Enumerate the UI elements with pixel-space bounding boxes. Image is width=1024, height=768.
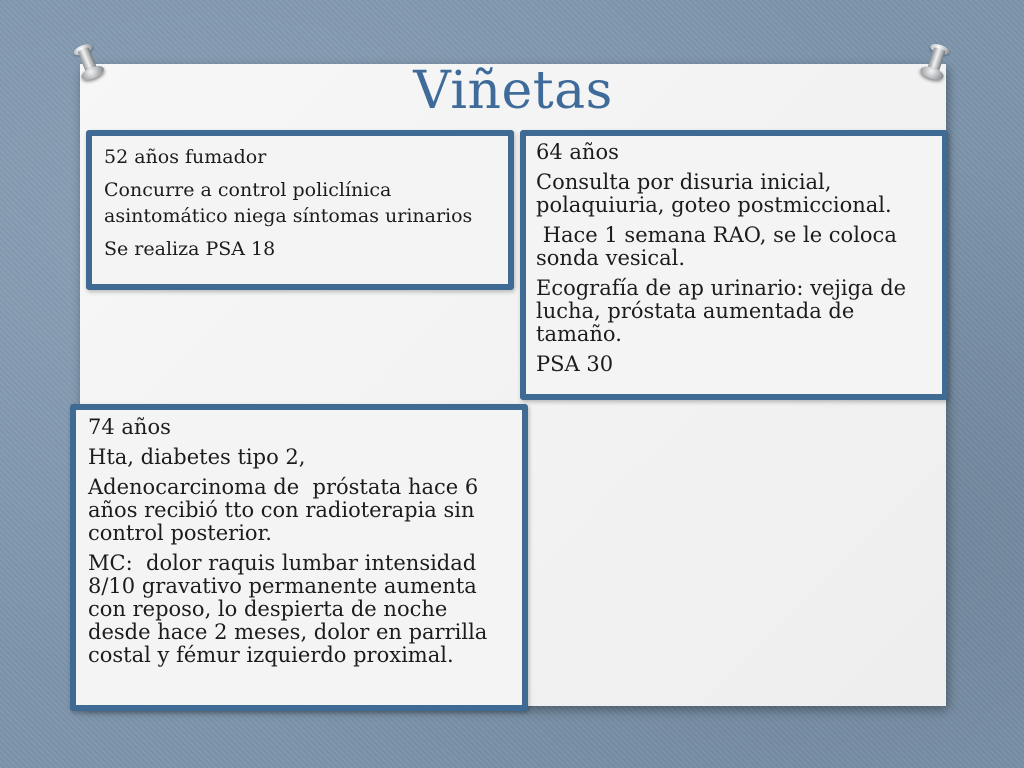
vignette-2-line: PSA 30 [536, 352, 614, 376]
vignette-1-line: Se realiza PSA 18 [104, 238, 276, 260]
vignette-2-line: Ecografía de ap urinario: vejiga de lucha, próstata aumentada de tamaño. [536, 276, 907, 346]
vignette-3-line: Hta, diabetes tipo 2, [88, 445, 306, 469]
slide-title: Viñetas [413, 61, 613, 121]
vignette-1-line: Concurre a control policlínica asintomático niega síntomas urinarios [104, 179, 473, 227]
vignette-box-2 [520, 130, 948, 400]
vignette-3-line: Adenocarcinoma de próstata hace 6 años recibió tto con radioterapia sin control posterior. [88, 475, 485, 545]
vignette-2-line: 64 años [536, 140, 619, 164]
vignette-1-line: 52 años fumador [104, 146, 267, 168]
vignette-2-line: Hace 1 semana RAO, se le coloca sonda vesical. [536, 223, 904, 270]
vignette-3-line: 74 años [88, 415, 171, 439]
vignette-box-1 [86, 130, 514, 290]
vignette-2-line: Consulta por disuria inicial, polaquiuria, goteo postmiccional. [536, 170, 892, 217]
vignette-3-line: MC: dolor raquis lumbar intensidad 8/10 gravativo permanente aumenta con reposo, lo despierta de noche desde hace 2 meses, dolor en parrilla costal y fémur izquierdo proximal. [88, 551, 494, 667]
vignette-box-3 [70, 404, 528, 711]
